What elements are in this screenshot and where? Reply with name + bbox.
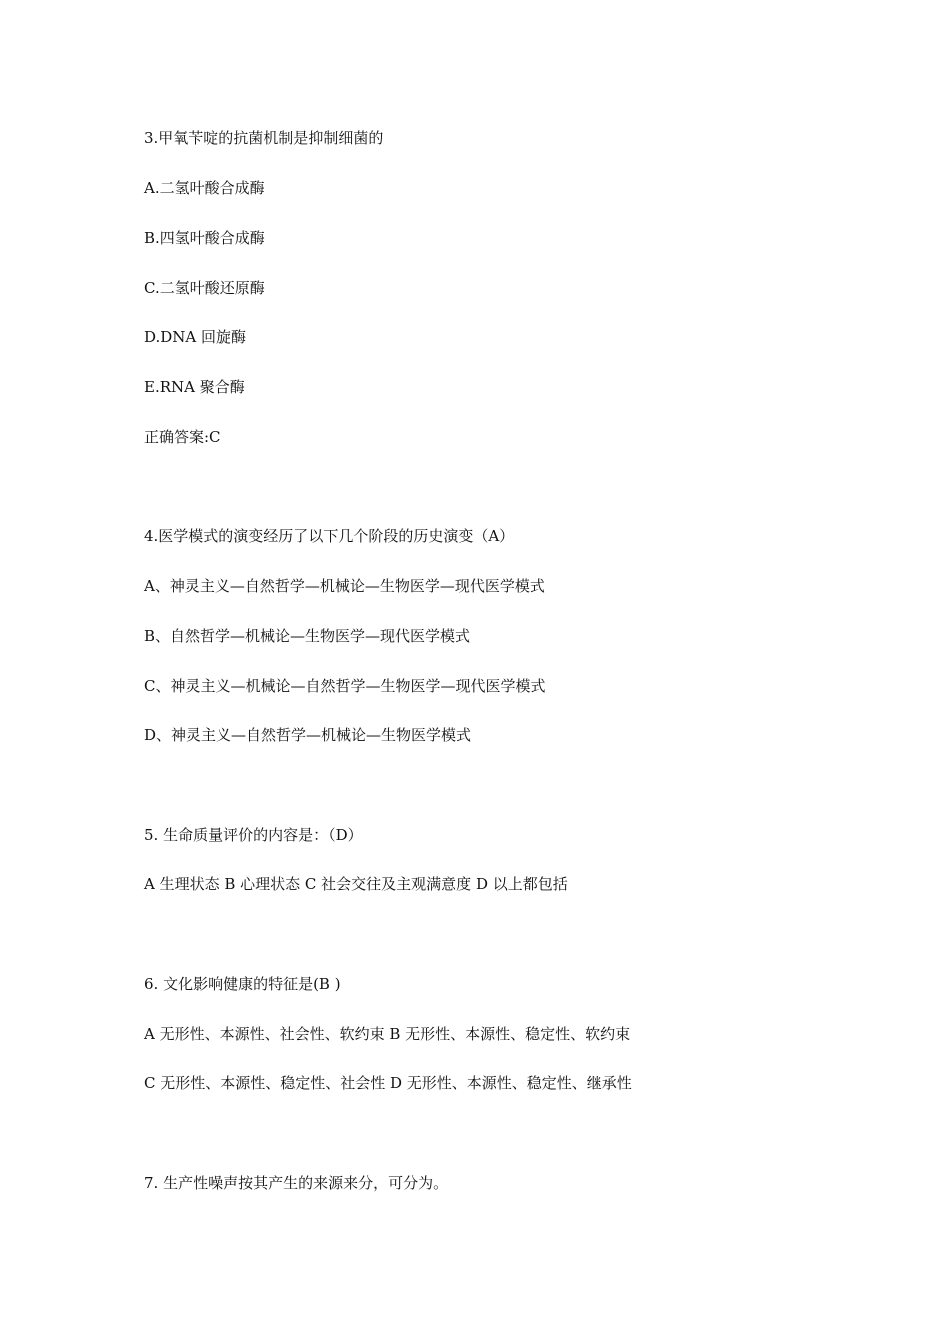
question-7-stem: 7. 生产性噪声按其产生的来源来分，可分为。 xyxy=(144,1174,449,1192)
question-3-option-b: B.四氢叶酸合成酶 xyxy=(144,229,265,247)
question-3-option-c: C.二氢叶酸还原酶 xyxy=(144,279,265,297)
question-6-options-cd: C 无形性、本源性、稳定性、社会性 D 无形性、本源性、稳定性、继承性 xyxy=(144,1074,632,1092)
question-6-options-ab: A 无形性、本源性、社会性、软约束 B 无形性、本源性、稳定性、软约束 xyxy=(144,1025,631,1043)
question-5-stem: 5. 生命质量评价的内容是：（D） xyxy=(144,826,363,844)
question-3-stem: 3.甲氧苄啶的抗菌机制是抑制细菌的 xyxy=(144,129,384,147)
question-3-option-a: A.二氢叶酸合成酶 xyxy=(144,179,265,197)
question-3-option-d: D.DNA 回旋酶 xyxy=(144,328,247,346)
question-4-option-c: C、神灵主义—机械论—自然哲学—生物医学—现代医学模式 xyxy=(144,677,546,695)
question-3-option-e: E.RNA 聚合酶 xyxy=(144,378,245,396)
question-6-stem: 6. 文化影响健康的特征是(B ) xyxy=(144,975,341,993)
question-4-stem: 4.医学模式的演变经历了以下几个阶段的历史演变（A） xyxy=(144,527,515,545)
question-5-options: A 生理状态 B 心理状态 C 社会交往及主观满意度 D 以上都包括 xyxy=(144,875,568,893)
question-3-answer: 正确答案:C xyxy=(144,428,221,446)
question-4-option-d: D、神灵主义—自然哲学—机械论—生物医学模式 xyxy=(144,726,472,744)
question-4-option-b: B、自然哲学—机械论—生物医学—现代医学模式 xyxy=(144,627,471,645)
question-4-option-a: A、神灵主义—自然哲学—机械论—生物医学—现代医学模式 xyxy=(144,577,545,595)
